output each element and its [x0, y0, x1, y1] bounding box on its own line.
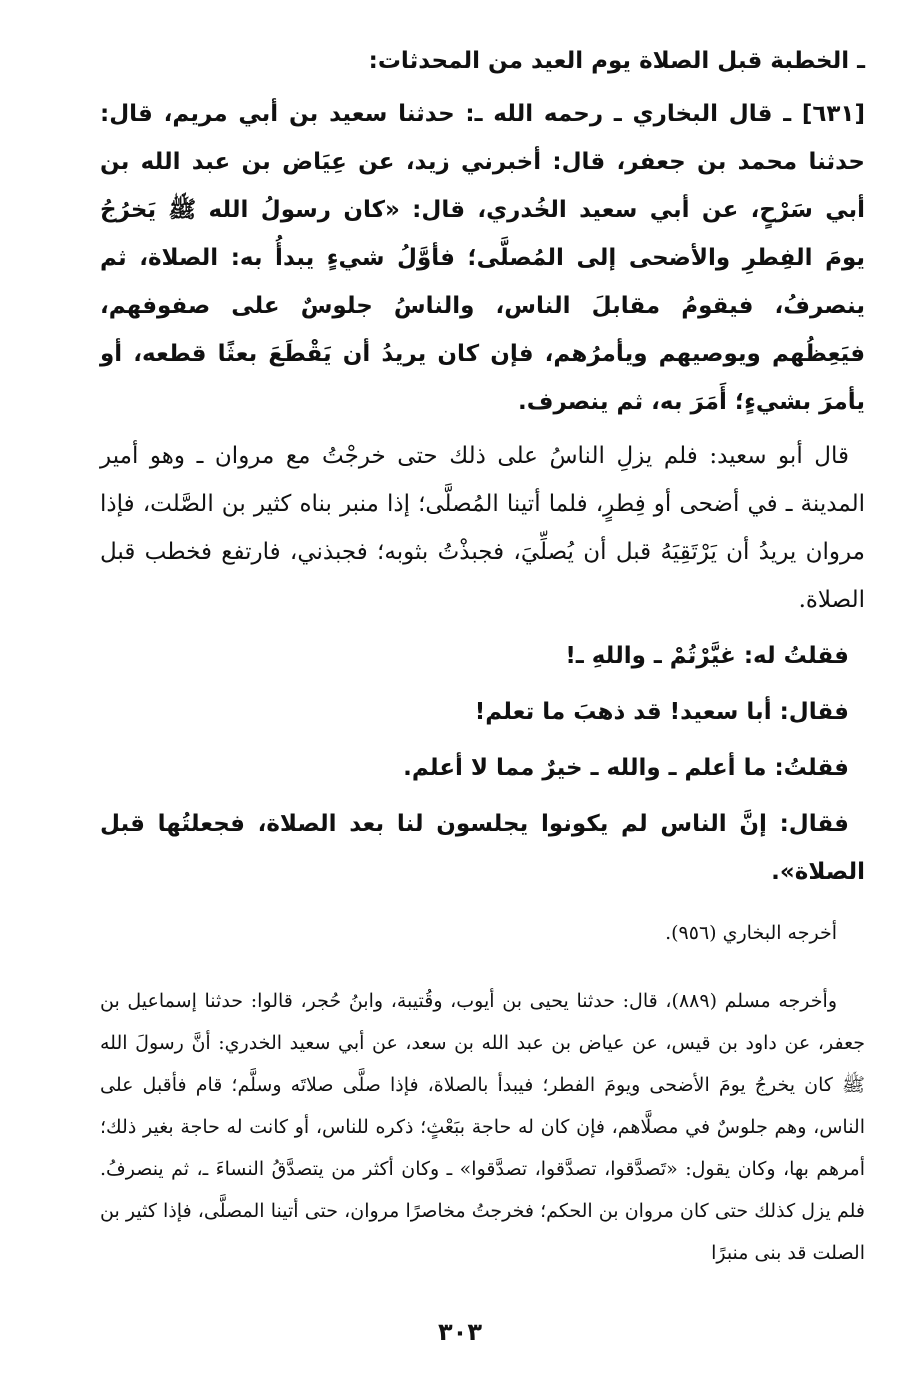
dialogue-line: فقلتُ: ما أعلم ـ والله ـ خيرٌ مما لا أعلم. — [403, 755, 849, 781]
dialogue-line: فقال: إنَّ الناس لم يكونوا يجلسون لنا بعد الصلاة، فجعلتُها قبل الصلاة». — [100, 811, 865, 885]
commentary-paragraph: وأخرجه مسلم (٨٨٩)، قال: حدثنا يحيى بن أيوب، وقُتيبة، وابنُ حُجر، قالوا: حدثنا إسماعيل بن جعفر، عن داود بن قيس، عن عياض بن عبد الله بن سعد، عن أبي سعيد الخدري: أنَّ رسولَ الله ﷺ كان يخرجُ يومَ الأضحى ويومَ الفطر؛ فيبدأ بالصلاة، فإذا صلَّى صلاتَه وسلَّم؛ قام فأقبل على الناس، وهم جلوسٌ في مصلَّاهم، فإن كان له حاجة ببَعْثٍ؛ ذكره للناس، أو كانت له حاجة بغير ذلك؛ أمرهم بها، وكان يقول: «تَصدَّقوا، تصدَّقوا، تصدَّقوا» ـ وكان أكثر من يتصدَّقُ النساءَ ـ، ثم ينصرفُ. فلم يزل كذلك حتى كان مروان بن الحكم؛ فخرجتُ مخاصرًا مروان، حتى أتينا المصلَّى، فإذا كثير بن الصلت قد بنى منبرًا — [100, 990, 865, 1264]
page-number: ٣٠٣ — [438, 1318, 482, 1346]
source-reference: أخرجه البخاري (٩٥٦). — [665, 922, 837, 944]
hadith-text: [٦٣١] ـ قال البخاري ـ رحمه الله ـ: حدثنا سعيد بن أبي مريم، قال: حدثنا محمد بن جعفر، قال: أخبرني زيد، عن عِيَاض بن عبد الله بن أبي سَرْحٍ، عن أبي سعيد الخُدري، قال: «كان رسولُ الله ﷺ يَخرُجُ يومَ الفِطرِ والأضحى إلى المُصلَّى؛ فأوَّلُ شيءٍ يبدأُ به: الصلاة، ثم ينصرفُ، فيقومُ مقابلَ الناس، والناسُ جلوسٌ على صفوفهم، فيَعِظُهم ويوصيهم ويأمرُهم، فإن كان يريدُ أن يَقْطَعَ بعثًا قطعه، أو يأمرَ بشيءٍ؛ أَمَرَ به، ثم ينصرف. — [100, 101, 865, 415]
dialogue-line: فقال: أبا سعيد! قد ذهبَ ما تعلم! — [474, 699, 849, 725]
dialogue-line: فقلتُ له: غيَّرْتُمْ ـ واللهِ ـ! — [565, 643, 849, 669]
section-heading: ـ الخطبة قبل الصلاة يوم العيد من المحدثات: — [368, 48, 865, 74]
narration-paragraph: قال أبو سعيد: فلم يزلِ الناسُ على ذلك حتى خرجْتُ مع مروان ـ وهو أمير المدينة ـ في أضحى أو فِطرٍ، فلما أتينا المُصلَّى؛ إذا منبر بناه كثير بن الصَّلت، فإذا مروان يريدُ أن يَرْتَقِيَهُ قبل أن يُصلِّيَ، فجبذْتُ بثوبه؛ فجبذني، فارتفع فخطب قبل الصلاة. — [100, 443, 865, 613]
